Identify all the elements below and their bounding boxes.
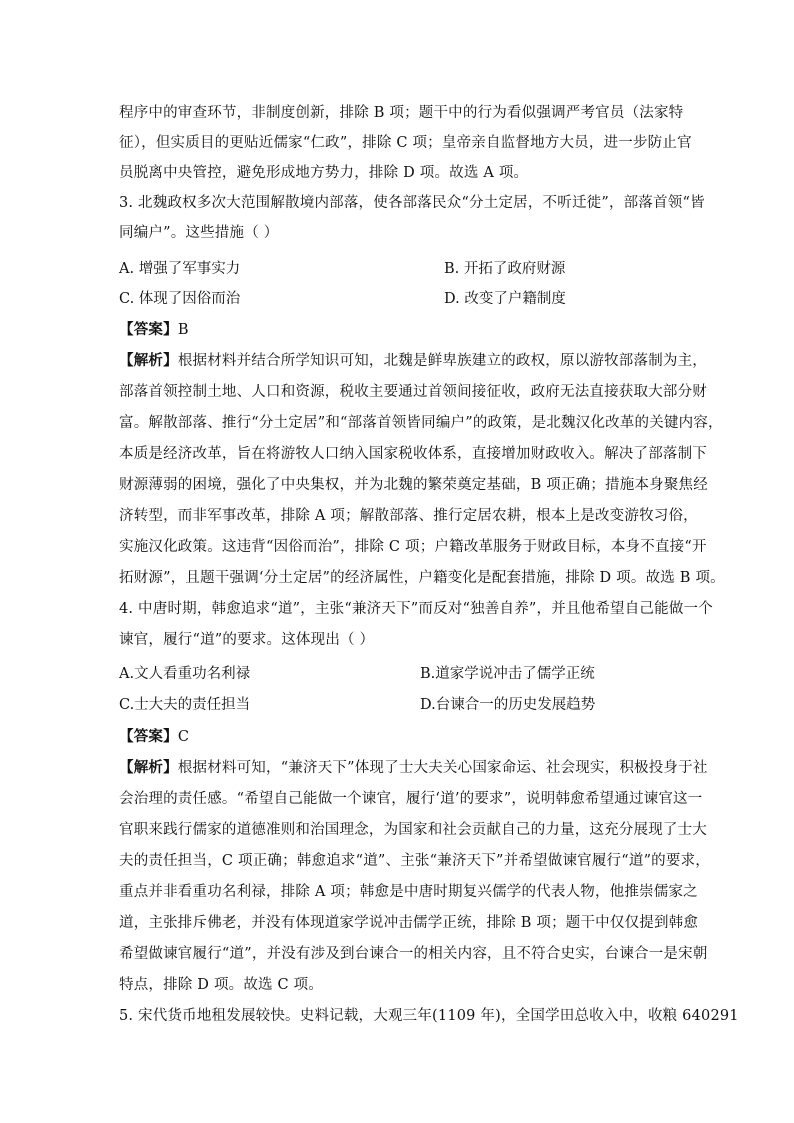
analysis-tag: 【解析】 [119, 352, 178, 369]
text-line: 征），但实质目的更贴近儒家“仁政”，排除 C 项；皇帝亲自监督地方大员，进一步防止官 [119, 135, 692, 151]
analysis-text: 实施汉化政策。这违背“因俗而治”，排除 C 项；户籍改革服务于财政目标，本身不直接“开 [119, 539, 707, 555]
analysis-text: 根据材料可知，“兼济天下”体现了士大夫关心国家命运、社会现实，积极投身于社 [177, 760, 708, 776]
question-3-option-d: D. 改变了户籍制度 [444, 291, 566, 307]
analysis-text: 财源薄弱的困境，强化了中央集权，并为北魏的繁荣奠定基础，B 项正确；措施本身聚焦经 [119, 477, 708, 493]
answer-tag: 【答案】 [119, 321, 178, 338]
analysis-tag: 【解析】 [119, 759, 178, 776]
analysis-text: 根据材料并结合所学知识可知，北魏是鲜卑族建立的政权，原以游牧部落制为主， [177, 353, 708, 369]
question-4-answer [119, 727, 189, 747]
question-3-option-c: C. 体现了因俗而治 [119, 291, 241, 307]
question-4-stem: 谏官，履行“道”的要求。这体现出（ ） [119, 632, 375, 648]
analysis-text: 希望做谏官履行“道”，并没有涉及到台谏合一的相关内容，且不符合史实，台谏合一是宋朝 [119, 946, 708, 962]
analysis-text: 本质是经济改革，旨在将游牧人口纳入国家税收体系，直接增加财政收入。解决了部落制下 [119, 446, 707, 462]
answer-tag: 【答案】 [119, 728, 178, 745]
analysis-text: 夫的责任担当，C 项正确；韩愈追求“道”、主张“兼济天下”并希望做谏官履行“道”的要求， [119, 853, 710, 869]
question-4-option-a: A.文人看重功名利禄 [119, 666, 251, 682]
text-line: 员脱离中央管控，避免形成地方势力，排除 D 项。故选 A 项。 [119, 165, 529, 181]
analysis-text: 官职来践行儒家的道德准则和治国理念，为国家和社会贡献自己的力量，这充分展现了士大 [119, 822, 707, 838]
analysis-text: 重点并非看重功名利禄，排除 A 项；韩愈是中唐时期复兴儒学的代表人物，他推崇儒家之 [119, 884, 698, 900]
analysis-text: 部落首领控制土地、人口和资源，税收主要通过首领间接征收，政府无法直接获取大部分财 [119, 384, 707, 400]
analysis-text: 济转型，而非军事改革，排除 A 项；解散部落、推行定居农耕，根本上是改变游牧习俗， [119, 508, 698, 524]
question-4-analysis [119, 758, 708, 778]
question-3-option-b: B. 开拓了政府财源 [444, 261, 566, 277]
question-4-stem: 4. 中唐时期，韩愈追求“道”，主张“兼济天下”而反对“独善自养”，并且他希望自己能做一个 [119, 601, 713, 617]
analysis-text: 富。解散部落、推行“分土定居”和“部落首领皆同编户”的政策，是北魏汉化改革的关键内容， [119, 415, 723, 431]
analysis-text: 特点，排除 D 项。故选 C 项。 [119, 977, 324, 993]
question-3-analysis [119, 351, 707, 371]
answer-value: B [177, 322, 189, 338]
text-line: 程序中的审查环节，非制度创新，排除 B 项；题干中的行为看似强调严考官员（法家特 [119, 105, 684, 121]
question-3-stem: 同编户”。这些措施（ ） [119, 225, 279, 241]
analysis-text: 会治理的责任感。“希望自己能做一个谏官，履行‘道’的要求”，说明韩愈希望通过谏官这一 [119, 791, 703, 807]
question-3-answer [119, 320, 189, 340]
analysis-text: 道，主张排斥佛老，并没有体现道家学说冲击儒学正统，排除 B 项；题干中仅仅提到韩愈 [119, 915, 699, 931]
question-4-option-c: C.士大夫的责任担当 [119, 697, 251, 713]
answer-value: C [177, 729, 190, 745]
question-4-option-b: B.道家学说冲击了儒学正统 [420, 666, 595, 682]
question-3-stem: 3. 北魏政权多次大范围解散境内部落，使各部落民众“分土定居，不听迁徙”，部落首领“皆 [119, 195, 705, 211]
question-4-option-d: D.台谏合一的历史发展趋势 [420, 697, 596, 713]
question-3-option-a: A. 增强了军事实力 [119, 261, 241, 277]
analysis-text: 拓财源”，且题干强调‘分土定居”的经济属性，户籍变化是配套措施，排除 D 项。故选 B 项。 [119, 570, 725, 586]
question-5-stem: 5. 宋代货币地租发展较快。史料记载，大观三年(1109 年)，全国学田总收入中，收粮 640291 [119, 1008, 739, 1024]
